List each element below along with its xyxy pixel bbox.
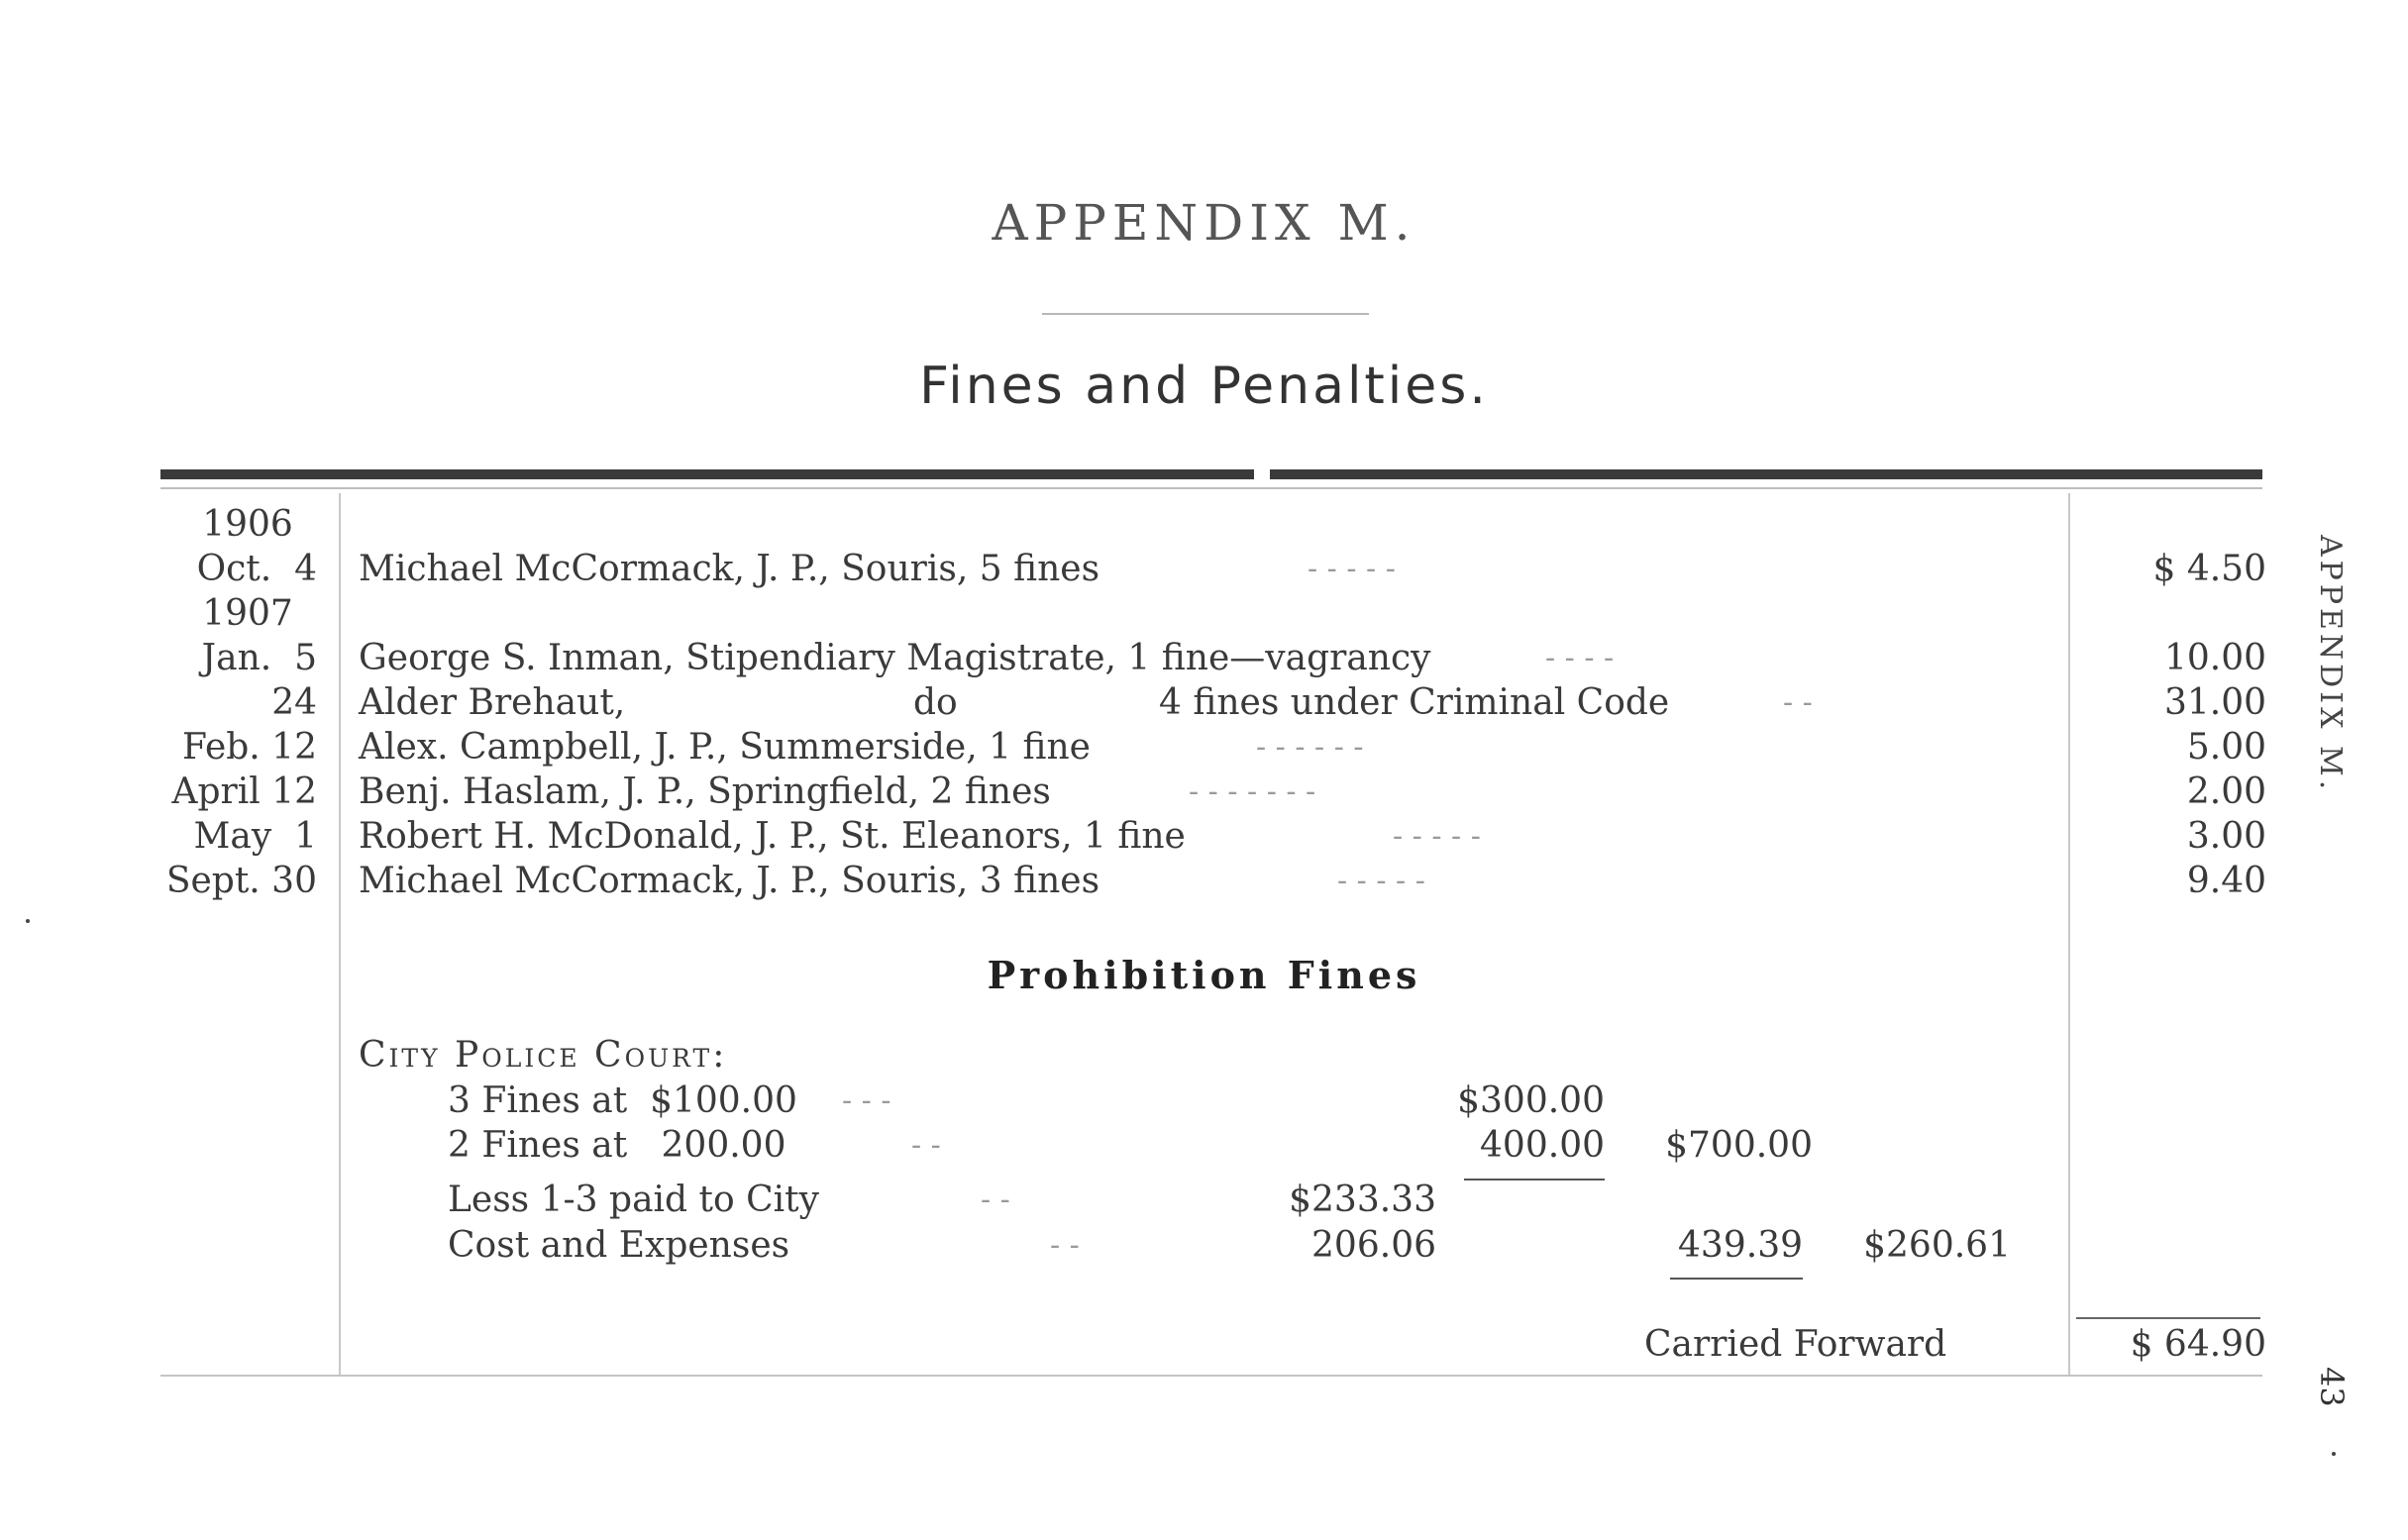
prohibition-deduction: $233.33 [1289, 1180, 1436, 1220]
prohibition-value: $300.00 [1457, 1080, 1605, 1121]
entry-description: Michael McCormack, J. P., Souris, 5 fines [359, 549, 1100, 589]
section-title: Fines and Penalties. [919, 357, 1489, 416]
entry-date: April 12 [171, 771, 317, 812]
entry-description: Robert H. McDonald, J. P., St. Eleanors, 1 fine [359, 816, 1186, 857]
dot-leader: - - - - - [1393, 819, 1481, 854]
dot-leader: - - - - - - [1256, 730, 1364, 765]
prohibition-row-label: 2 Fines at 200.00 [448, 1125, 786, 1166]
entry-amount: 31.00 [2163, 682, 2266, 723]
date-column-divider [339, 493, 341, 1375]
speck-mark [26, 919, 30, 923]
prohibition-subtotal: $700.00 [1665, 1125, 1813, 1166]
amount-column-divider [2068, 493, 2070, 1375]
deduction-underline [1670, 1278, 1803, 1280]
entry-date: 24 [271, 682, 317, 723]
entry-date: Feb. 12 [181, 727, 317, 768]
entry-date: May 1 [193, 816, 317, 857]
prohibition-deduction-total: 439.39 [1678, 1225, 1803, 1266]
dot-leader: - - - - - [1337, 864, 1425, 898]
speck-mark [2332, 1452, 2336, 1456]
appendix-title: APPENDIX M. [992, 194, 1416, 252]
entry-description-name: Alder Brehaut, [359, 682, 626, 723]
carried-forward-label: Carried Forward [1644, 1324, 1947, 1365]
entry-amount: 3.00 [2186, 816, 2266, 857]
dot-leader: - - [1783, 685, 1813, 720]
entry-description: Benj. Haslam, J. P., Springfield, 2 fines [359, 771, 1051, 812]
dot-leader: - - - - - [1308, 552, 1396, 586]
prohibition-net: $260.61 [1863, 1225, 2011, 1266]
table-bottom-rule [160, 1375, 2262, 1377]
dot-leader: - - [981, 1182, 1010, 1217]
table-top-thin-rule [160, 487, 2262, 489]
title-divider [1042, 313, 1369, 315]
entry-amount: 10.00 [2163, 638, 2266, 678]
dot-leader: - - - - [1545, 641, 1615, 675]
entry-description-detail: 4 fines under Criminal Code [1159, 682, 1670, 723]
dot-leader: - - - [842, 1083, 891, 1118]
entry-date: Oct. 4 [196, 549, 317, 589]
entry-amount: $ 4.50 [2152, 549, 2266, 589]
entry-description: Michael McCormack, J. P., Souris, 3 fines [359, 861, 1100, 901]
carried-forward-amount: $ 64.90 [2130, 1324, 2266, 1365]
entry-amount: 2.00 [2186, 771, 2266, 812]
entry-amount: 9.40 [2186, 861, 2266, 901]
prohibition-fines-heading: Prohibition Fines [987, 953, 1421, 997]
entry-description: Alex. Campbell, J. P., Summerside, 1 fine [359, 727, 1091, 768]
entry-date: Jan. 5 [201, 638, 317, 678]
entry-amount: 5.00 [2186, 727, 2266, 768]
prohibition-row-label: Less 1-3 paid to City [448, 1180, 819, 1220]
prohibition-row-label: 3 Fines at $100.00 [448, 1080, 797, 1121]
total-overline [2076, 1317, 2260, 1319]
table-top-rule-right [1270, 469, 2262, 479]
dot-leader: - - [911, 1128, 941, 1163]
entry-date: Sept. 30 [165, 861, 317, 901]
subtotal-underline [1464, 1179, 1605, 1181]
prohibition-value: 400.00 [1480, 1125, 1605, 1166]
entry-ditto: do [913, 682, 958, 723]
table-top-rule-left [160, 469, 1254, 479]
running-head: APPENDIX M. [2313, 535, 2348, 794]
year-label: 1907 [202, 593, 293, 634]
dot-leader: - - - - - - - [1189, 774, 1316, 809]
dot-leader: - - [1050, 1228, 1080, 1263]
page-number: 43 [2313, 1367, 2351, 1407]
prohibition-row-label: Cost and Expenses [448, 1225, 790, 1266]
year-label: 1906 [202, 504, 293, 545]
prohibition-deduction: 206.06 [1311, 1225, 1436, 1266]
entry-description: George S. Inman, Stipendiary Magistrate, 1 fine—vagrancy [359, 638, 1431, 678]
court-label: City Police Court: [359, 1035, 728, 1076]
